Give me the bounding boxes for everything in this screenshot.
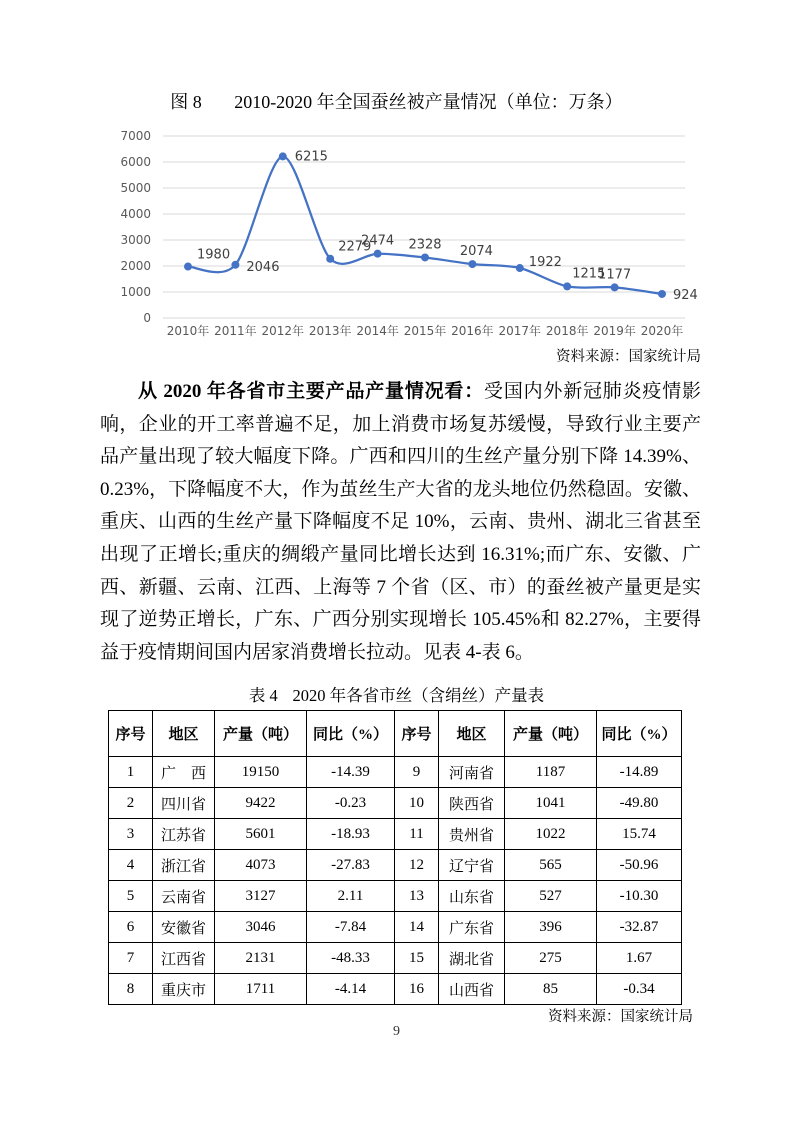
table-cell: 安徽省 [153, 912, 215, 943]
data-point-marker [611, 283, 619, 291]
table-cell: 4073 [215, 850, 307, 881]
table-cell: -50.96 [597, 850, 682, 881]
table-cell: 江西省 [153, 943, 215, 974]
table-cell: 1.67 [597, 943, 682, 974]
table-cell: -32.87 [597, 912, 682, 943]
table-header-cell: 地区 [153, 711, 215, 757]
table-cell: 10 [395, 788, 439, 819]
table-cell: 3127 [215, 881, 307, 912]
table-row [109, 757, 682, 788]
data-point-marker [563, 282, 571, 290]
data-point-label: 2474 [361, 233, 395, 249]
table-cell: 9 [395, 757, 439, 788]
table-row [109, 881, 682, 912]
table-cell: 广东省 [439, 912, 505, 943]
table-row [109, 819, 682, 850]
table-cell: 15 [395, 943, 439, 974]
table-cell: 1022 [505, 819, 597, 850]
table-cell: -49.80 [597, 788, 682, 819]
table-cell: 山东省 [439, 881, 505, 912]
table-cell: 13 [395, 881, 439, 912]
x-axis-tick: 2020年 [640, 324, 684, 338]
x-axis-tick: 2016年 [451, 324, 494, 338]
table-cell: 2131 [215, 943, 307, 974]
table-header-cell: 序号 [109, 711, 153, 757]
table-cell: 85 [505, 974, 597, 1005]
table-cell: 275 [505, 943, 597, 974]
data-point-marker [279, 152, 287, 160]
y-axis-tick: 2000 [120, 259, 151, 273]
table-cell: 辽宁省 [439, 850, 505, 881]
table-cell: 广 西 [153, 757, 215, 788]
table-cell: 396 [505, 912, 597, 943]
table-label: 表 4 [248, 686, 278, 705]
table-cell: 湖北省 [439, 943, 505, 974]
table-row [109, 788, 682, 819]
table-cell: 3046 [215, 912, 307, 943]
table-cell: 1711 [215, 974, 307, 1005]
paragraph-body: 受国内外新冠肺炎疫情影响，企业的开工率普遍不足，加上消费市场复苏缓慢，导致行业主要产品产量出现了较大幅度下降。广西和四川的生丝产量分别下降 14.39%、0.23%，下降幅度不大，作为茧丝生产大省的龙头地位仍然稳固。安徽、重庆、山西的生丝产量下降幅度不足 10%，云南、贵州、湖北三省甚至出现了正增长;重庆的绸缎产量同比增长达到 16.31%;而广东、安徽、广西、新疆、云南、江西、上海等 7 个省（区、市）的蚕丝被产量更是实现了逆势正增长，广东、广西分别实现增长 105.45%和 82.27%，主要得益于疫情期间国内居家消费增长拉动。见表 4-表 6。 [100, 381, 701, 663]
data-point-label: 924 [673, 287, 698, 303]
y-axis-tick: 7000 [120, 129, 151, 143]
table-cell: 2.11 [307, 881, 395, 912]
table-cell: 山西省 [439, 974, 505, 1005]
x-axis-tick: 2019年 [593, 324, 636, 338]
table-cell: 1 [109, 757, 153, 788]
data-point-marker [516, 264, 524, 272]
table-header-cell: 同比（%） [597, 711, 682, 757]
table-cell: -27.83 [307, 850, 395, 881]
data-point-marker [184, 263, 192, 271]
data-point-label: 2046 [246, 259, 280, 275]
figure-caption [0, 88, 793, 114]
table-row [109, 912, 682, 943]
analysis-paragraph [100, 376, 701, 669]
figure-label: 图 8 [170, 92, 202, 112]
data-point-marker [374, 250, 382, 258]
data-point-label: 1177 [598, 267, 632, 283]
data-point-marker [421, 253, 429, 261]
table-cell: 4 [109, 850, 153, 881]
data-point-label: 1215 [572, 266, 606, 282]
table-cell: 河南省 [439, 757, 505, 788]
table-cell: 16 [395, 974, 439, 1005]
table-cell: 8 [109, 974, 153, 1005]
figure-title: 2010-2020 年全国蚕丝被产量情况（单位：万条） [234, 92, 623, 112]
y-axis-tick: 0 [143, 311, 151, 325]
table-cell: 12 [395, 850, 439, 881]
table-cell: -7.84 [307, 912, 395, 943]
table-cell: 15.74 [597, 819, 682, 850]
table-header-cell: 产量（吨） [215, 711, 307, 757]
table-cell: 527 [505, 881, 597, 912]
table-header-row [109, 711, 682, 757]
table-cell: 14 [395, 912, 439, 943]
x-axis-tick: 2010年 [166, 324, 210, 338]
table-header-cell: 序号 [395, 711, 439, 757]
table-header-cell: 地区 [439, 711, 505, 757]
table-cell: 9422 [215, 788, 307, 819]
data-point-label: 6215 [294, 149, 328, 165]
table-cell: -10.30 [597, 881, 682, 912]
table-cell: 江苏省 [153, 819, 215, 850]
table-cell: -48.33 [307, 943, 395, 974]
y-axis-tick: 6000 [120, 155, 151, 169]
table-cell: 四川省 [153, 788, 215, 819]
data-point-label: 2279 [338, 239, 372, 255]
table-row [109, 850, 682, 881]
table-header-cell: 同比（%） [307, 711, 395, 757]
table-cell: 1187 [505, 757, 597, 788]
x-axis-tick: 2017年 [498, 324, 542, 338]
table-cell: 贵州省 [439, 819, 505, 850]
y-axis-tick: 5000 [120, 181, 151, 195]
table-cell: 19150 [215, 757, 307, 788]
data-point-label: 2328 [408, 237, 442, 253]
table-cell: -18.93 [307, 819, 395, 850]
table-cell: 3 [109, 819, 153, 850]
x-axis-tick: 2015年 [403, 324, 447, 338]
table-cell: -0.34 [597, 974, 682, 1005]
page-number: 9 [393, 1024, 400, 1039]
table-cell: -14.89 [597, 757, 682, 788]
y-axis-tick: 4000 [120, 207, 151, 221]
table-title: 2020 年各省市丝（含绢丝）产量表 [292, 686, 545, 705]
table-cell: 1041 [505, 788, 597, 819]
x-axis-tick: 2018年 [545, 324, 589, 338]
y-axis-tick: 1000 [120, 285, 151, 299]
data-point-marker [326, 255, 334, 263]
data-point-label: 1922 [528, 255, 562, 271]
chart-source: 资料来源：国家统计局 [556, 349, 701, 365]
data-point-marker [468, 260, 476, 268]
table-cell: 6 [109, 912, 153, 943]
table-source: 资料来源：国家统计局 [548, 1009, 693, 1025]
data-point-label: 1980 [197, 247, 231, 263]
table-cell: -14.39 [307, 757, 395, 788]
paragraph-lead: 从 2020 年各省市主要产品产量情况看： [138, 381, 485, 402]
data-point-label: 2074 [459, 244, 493, 260]
line-chart [85, 128, 725, 342]
table-cell: 云南省 [153, 881, 215, 912]
data-point-marker [658, 290, 666, 298]
table-cell: 5601 [215, 819, 307, 850]
table-cell: -4.14 [307, 974, 395, 1005]
table-cell: 11 [395, 819, 439, 850]
y-axis-tick: 3000 [120, 233, 151, 247]
table-cell: 浙江省 [153, 850, 215, 881]
table-cell: -0.23 [307, 788, 395, 819]
line-chart-canvas [85, 128, 725, 342]
table-cell: 重庆市 [153, 974, 215, 1005]
table-header-cell: 产量（吨） [505, 711, 597, 757]
x-axis-tick: 2014年 [356, 324, 399, 338]
table-row [109, 943, 682, 974]
table-cell: 7 [109, 943, 153, 974]
table-caption [0, 682, 793, 706]
table-cell: 5 [109, 881, 153, 912]
production-table [108, 710, 682, 1005]
table-row [109, 974, 682, 1005]
table-cell: 陕西省 [439, 788, 505, 819]
table-cell: 2 [109, 788, 153, 819]
table-cell: 565 [505, 850, 597, 881]
x-axis-tick: 2013年 [308, 324, 352, 338]
x-axis-tick: 2011年 [214, 324, 257, 338]
x-axis-tick: 2012年 [261, 324, 305, 338]
data-point-marker [231, 261, 239, 269]
